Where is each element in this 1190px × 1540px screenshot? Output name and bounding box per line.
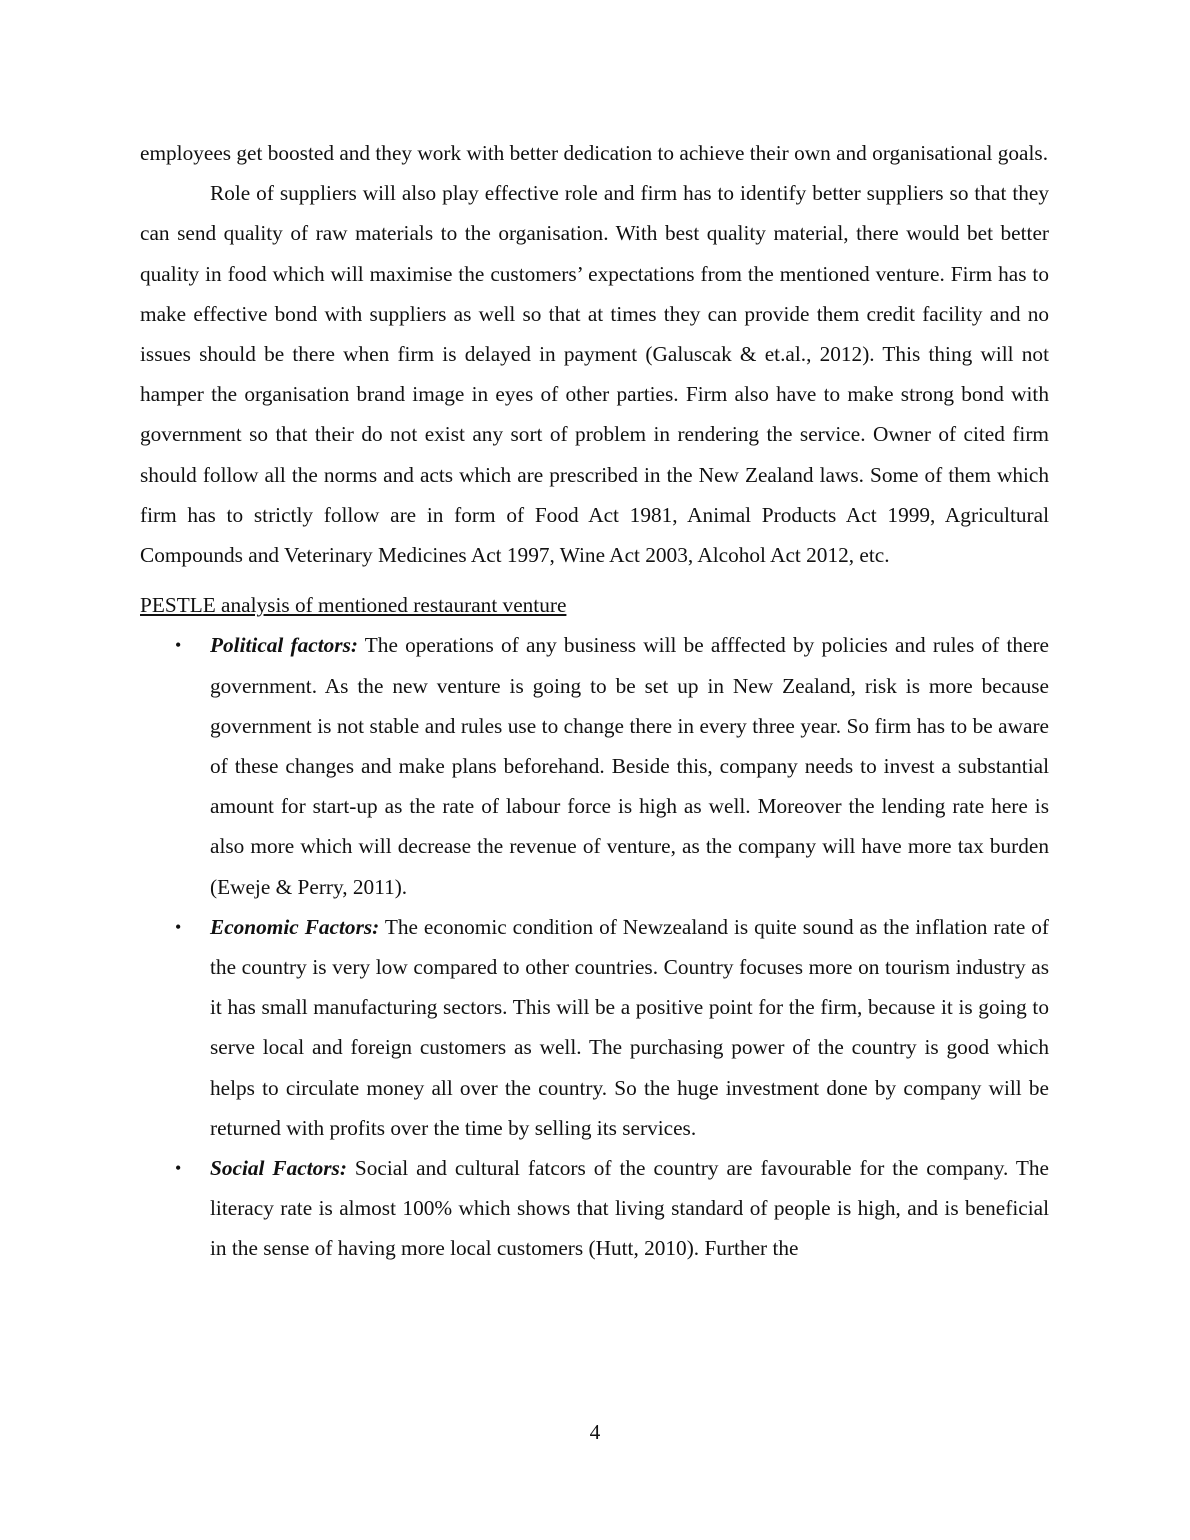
factor-economic	[140, 907, 1049, 1148]
factor-text: The operations of any business will be afffected by policies and rules of there government. As the new venture is going to be set up in New Zealand, risk is more because government is not stable and rules use to change there in every three year. So firm has to be aware of these changes and make plans beforehand. Beside this, company needs to invest a substantial amount for start-up as the rate of labour force is high as well. Moreover the lending rate here is also more which will decrease the revenue of venture, as the company will have more tax burden (Eweje & Perry, 2011).	[210, 633, 1050, 899]
factor-text: The economic condition of Newzealand is quite sound as the inflation rate of the country is very low compared to other countries. Country focuses more on tourism industry as it has small manufacturing sectors. This will be a positive point for the firm, because it is going to serve local and foreign customers as well. The purchasing power of the country is good which helps to circulate money all over the country. So the huge investment done by company will be returned with profits over the time by selling its services.	[210, 914, 1049, 1140]
factor-term: Social Factors:	[210, 1156, 347, 1181]
factor-social	[140, 1148, 1049, 1269]
suppliers-paragraph: Role of suppliers will also play effective role and firm has to identify better suppliers so that they can send quality of raw materials to the organisation. With best quality material, there would bet better quality in food which will maximise the customers’ expectations from the mentioned venture. Firm has to make effective bond with suppliers as well so that at times they can provide them credit facility and no issues should be there when firm is delayed in payment (Galuscak & et.al., 2012). This thing will not hamper the organisation brand image in eyes of other parties. Firm also have to make strong bond with government so that their do not exist any sort of problem in rendering the service. Owner of cited firm should follow all the norms and acts which are prescribed in the New Zealand laws. Some of them which firm has to strictly follow are in form of Food Act 1981, Animal Products Act 1999, Agricultural Compounds and Veterinary Medicines Act 1997, Wine Act 2003, Alcohol Act 2012, etc.	[140, 181, 1049, 568]
pestle-factor-list	[140, 625, 1049, 1268]
factor-term: Political factors:	[210, 633, 358, 658]
continuation-paragraph: employees get boosted and they work with better dedication to achieve their own and organisational goals.	[140, 141, 1049, 165]
pestle-heading: PESTLE analysis of mentioned restaurant venture	[140, 593, 567, 618]
page-number: 4	[589, 1420, 601, 1444]
bullet-icon: •	[175, 1158, 182, 1179]
factor-term: Economic Factors:	[210, 914, 380, 939]
page-body	[140, 133, 1049, 1269]
bullet-icon: •	[175, 635, 182, 656]
factor-political	[140, 625, 1049, 906]
factor-text: Social and cultural fatcors of the country are favourable for the company. The literacy rate is almost 100% which shows that living standard of people is high, and is beneficial in the sense of having more local customers (Hutt, 2010). Further the	[210, 1156, 1049, 1261]
bullet-icon: •	[175, 916, 182, 937]
